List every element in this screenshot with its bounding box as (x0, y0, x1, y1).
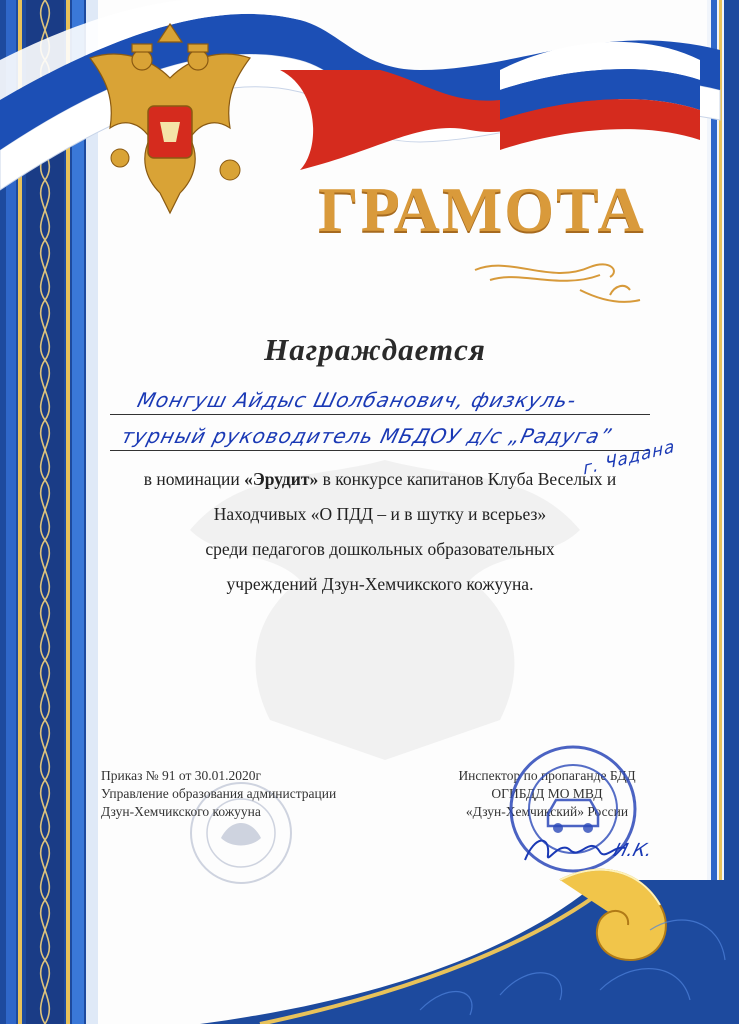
inspector-title: Инспектор по пропаганде БДД (458, 768, 636, 783)
signature-initials: И.К. (611, 840, 655, 861)
issuer-line-1: Управление образования администрации (101, 786, 337, 801)
nomination-name: «Эрудит» (244, 469, 319, 489)
certificate-title: ГРАМОТА (318, 174, 646, 245)
order-block (101, 767, 401, 821)
issuer-line-2: Дзун-Хемчикского кожууна (101, 804, 261, 819)
nomination-text (100, 462, 660, 602)
order-number: Приказ № 91 от 30.01.2020г (101, 768, 262, 783)
recipient-handwritten-line-1: Монгуш Айдыс Шолбанович, физкуль- (135, 388, 580, 412)
body-line-4: учреждений Дзун-Хемчикского кожууна. (226, 574, 534, 594)
awarded-heading: Награждается (264, 332, 486, 367)
inspector-unit: «Дзун-Хемчикский» России (465, 804, 629, 819)
recipient-handwritten-line-2: турный руководитель МБДОУ д/с „Радуга” (119, 424, 615, 448)
body-line-1: в номинации «Эрудит» в конкурсе капитанов Клуба Веселых и (143, 469, 617, 489)
gold-flourish-ornament (470, 245, 650, 315)
inspector-dept: ОГИБДД МО МВД (491, 786, 603, 801)
recipient-handwritten-city: г. Чадана (583, 436, 676, 480)
body-line-2: Находчивых «О ПДД – и в шутку и всерьез» (213, 504, 547, 524)
coat-of-arms-icon (80, 18, 260, 218)
body-line-3: среди педагогов дошкольных образовательных (205, 539, 555, 559)
